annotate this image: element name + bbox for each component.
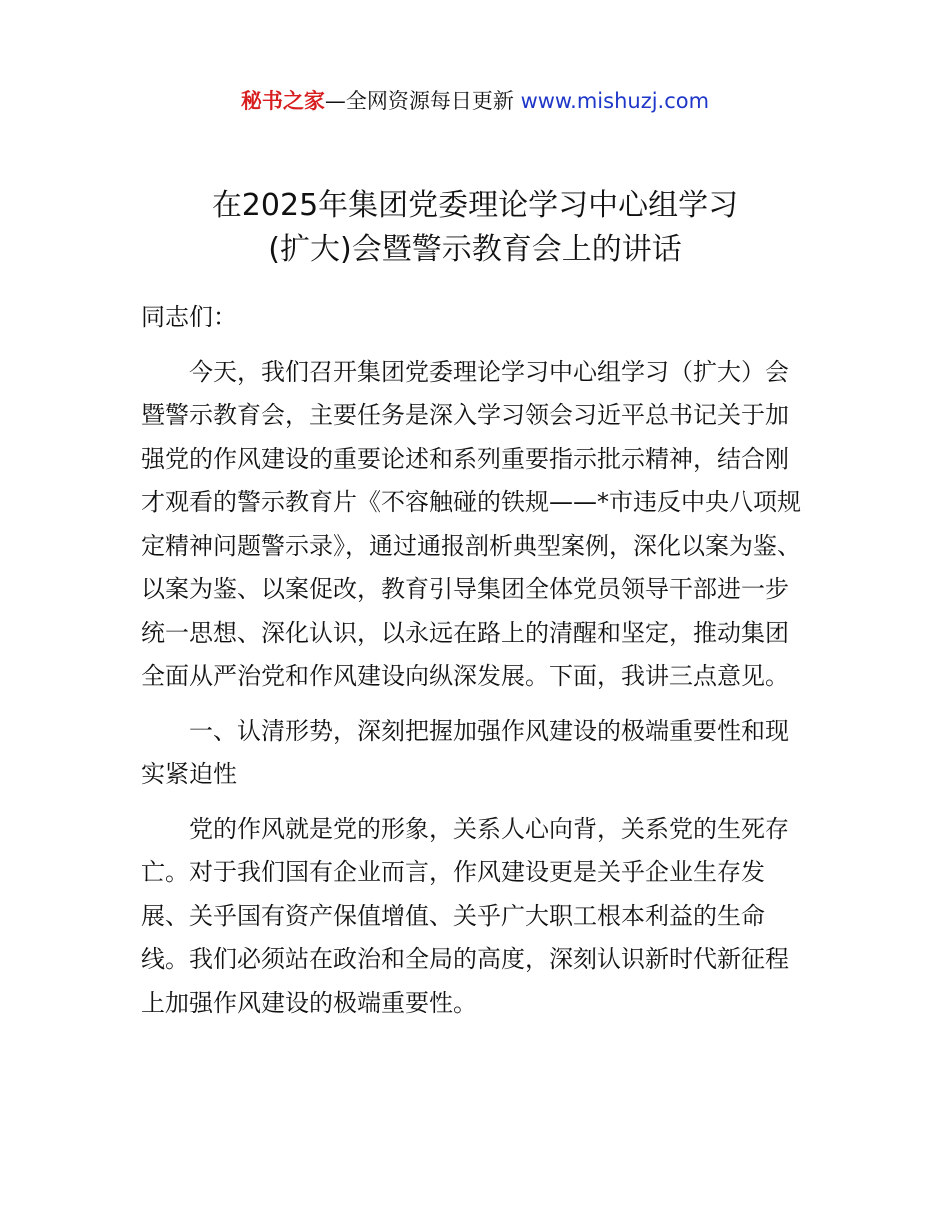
document-title [0,184,950,272]
paragraph-section-1: 党的作风就是党的形象，关系人心向背，关系党的生死存亡。对于我们国有企业而言，作风建设更是关乎企业生存发展、关乎国有资产保值增值、关乎广大职工根本利益的生命线。我们必须站在政治和全局的高度，深刻认识新时代新征程上加强作风建设的极端重要性。 [141,814,789,1017]
site-slogan: —全网资源每日更新 [324,89,514,113]
title-line-2: (扩大)会暨警示教育会上的讲话 [268,232,682,267]
site-url-link[interactable]: www.mishuzj.com [520,89,710,113]
document-body [141,296,801,1025]
site-brand: 秘书之家 [240,89,325,113]
title-line-1: 在2025年集团党委理论学习中心组学习 [211,188,739,223]
section-heading-1: 一、认清形势，深刻把握加强作风建设的极端重要性和现实紧迫性 [141,716,789,788]
site-header [0,86,950,116]
paragraph-intro: 今天，我们召开集团党委理论学习中心组学习（扩大）会暨警示教育会，主要任务是深入学习领会习近平总书记关于加强党的作风建设的重要论述和系列重要指示批示精神，结合刚才观看的警示教育片《不容触碰的铁规——*市违反中央八项规定精神问题警示录》，通过通报剖析典型案例，深化以案为鉴、以案为鉴、以案促改，教育引导集团全体党员领导干部进一步统一思想、深化认识，以永远在路上的清醒和坚定，推动集团全面从严治党和作风建设向纵深发展。下面，我讲三点意见。 [141,357,801,690]
salutation: 同志们： [141,303,237,331]
